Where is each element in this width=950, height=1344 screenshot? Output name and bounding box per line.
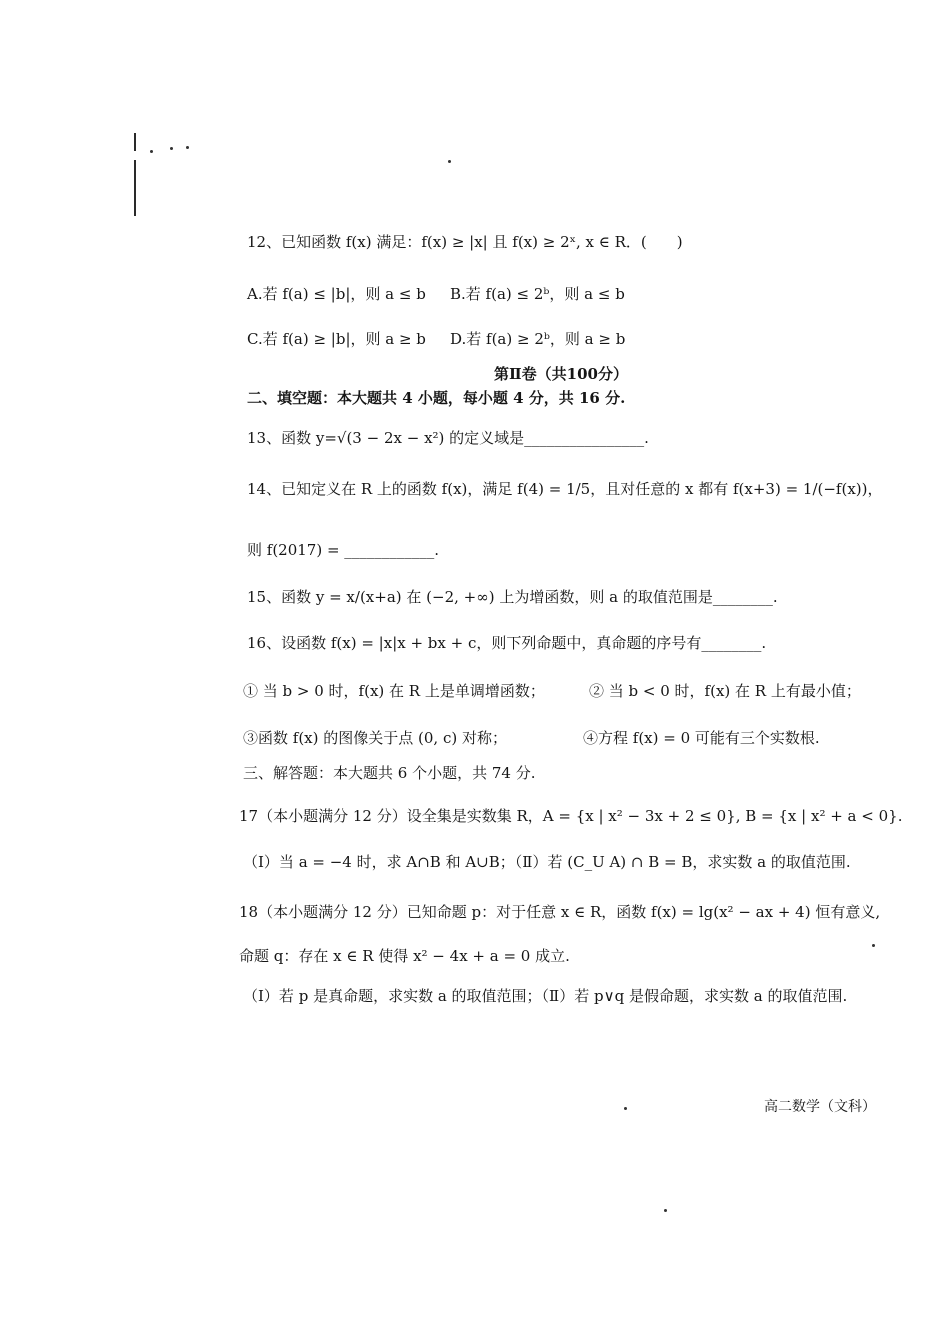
question-15: 15、函数 y = x/(x+a) 在 (−2, +∞) 上为增函数，则 a 的取值范围是________. xyxy=(247,588,778,606)
question-12-option-a: A.若 f(a) ≤ |b|，则 a ≤ b xyxy=(247,285,426,303)
question-13: 13、函数 y=√(3 − 2x − x²) 的定义域是________________. xyxy=(247,429,649,447)
question-16-stem: 16、设函数 f(x) = |x|x + bx + c，则下列命题中，真命题的序号有________. xyxy=(247,634,767,652)
scan-speck xyxy=(186,146,189,149)
question-12-option-d: D.若 f(a) ≥ 2ᵇ，则 a ≥ b xyxy=(450,330,626,348)
question-18-line3: （Ⅰ）若 p 是真命题，求实数 a 的取值范围；（Ⅱ）若 p∨q 是假命题，求实数 a 的取值范围. xyxy=(243,987,848,1005)
scan-mark xyxy=(134,160,136,216)
question-16-item-2: ② 当 b < 0 时，f(x) 在 R 上有最小值； xyxy=(589,682,861,700)
scan-speck xyxy=(872,944,875,947)
question-12-option-c: C.若 f(a) ≥ |b|，则 a ≥ b xyxy=(247,330,426,348)
scan-mark xyxy=(134,133,136,151)
question-16-item-3: ③函数 f(x) 的图像关于点 (0, c) 对称； xyxy=(243,729,507,747)
section-3-header: 三、解答题：本大题共 6 个小题，共 74 分. xyxy=(243,764,536,782)
scan-speck xyxy=(448,160,451,163)
question-17-line1: 17（本小题满分 12 分）设全集是实数集 R，A = {x | x² − 3x + 2 ≤ 0}, B = {x | x² + a < 0}. xyxy=(239,807,903,825)
scan-speck xyxy=(664,1209,667,1212)
question-18-line2: 命题 q：存在 x ∈ R 使得 x² − 4x + a = 0 成立. xyxy=(239,947,570,965)
part2-title: 第Ⅱ卷（共100分） xyxy=(494,365,628,383)
question-18-line1: 18（本小题满分 12 分）已知命题 p：对于任意 x ∈ R，函数 f(x) = lg(x² − ax + 4) 恒有意义, xyxy=(239,903,881,921)
scan-speck xyxy=(170,147,173,150)
question-16-item-1: ① 当 b > 0 时，f(x) 在 R 上是单调增函数； xyxy=(243,682,545,700)
question-14-line2: 则 f(2017) = ____________. xyxy=(247,541,440,559)
section-2-header: 二、填空题：本大题共 4 小题，每小题 4 分，共 16 分. xyxy=(247,389,626,407)
question-12-stem: 12、已知函数 f(x) 满足：f(x) ≥ |x| 且 f(x) ≥ 2ˣ, x ∈ R．( ) xyxy=(247,233,683,251)
question-12-option-b: B.若 f(a) ≤ 2ᵇ，则 a ≤ b xyxy=(450,285,625,303)
question-17-line2: （Ⅰ）当 a = −4 时，求 A∩B 和 A∪B；（Ⅱ）若 (C_U A) ∩ B = B，求实数 a 的取值范围. xyxy=(243,853,851,871)
scan-speck xyxy=(150,150,153,153)
question-16-item-4: ④方程 f(x) = 0 可能有三个实数根. xyxy=(583,729,820,747)
scan-speck xyxy=(624,1107,627,1110)
page-footer: 高二数学（文科） xyxy=(764,1099,876,1115)
question-14-line1: 14、已知定义在 R 上的函数 f(x)，满足 f(4) = 1/5，且对任意的 x 都有 f(x+3) = 1/(−f(x))， xyxy=(247,480,883,498)
